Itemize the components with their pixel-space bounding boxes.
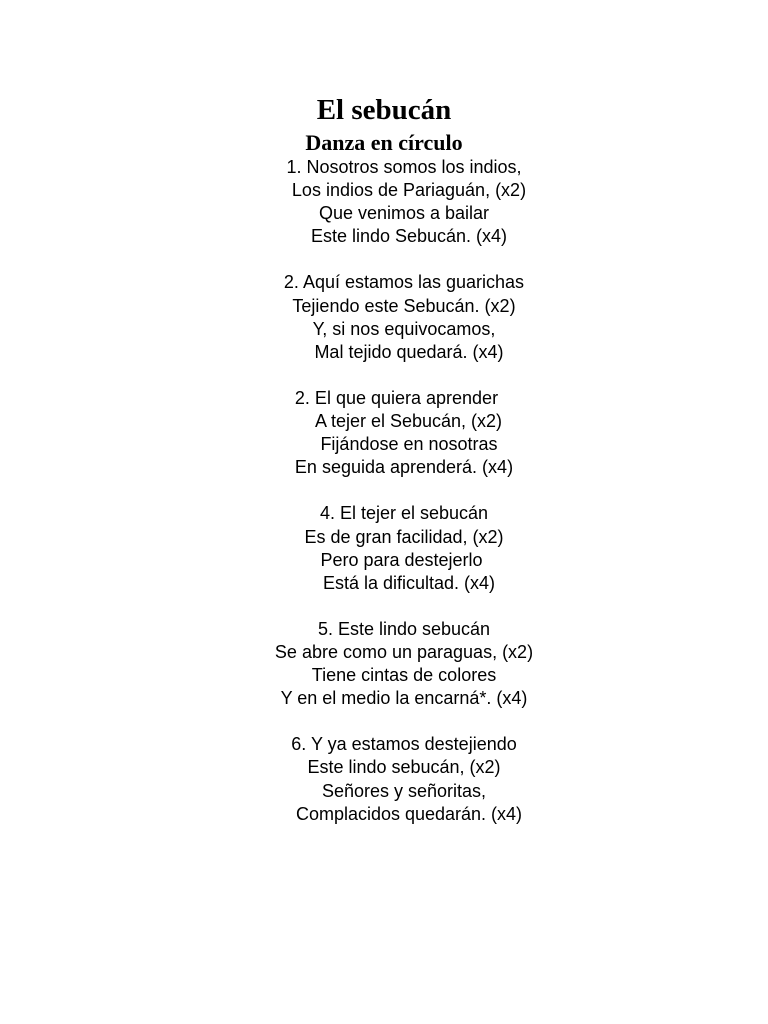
stanza-line: Y en el medio la encarná*. (x4) <box>280 688 528 709</box>
stanza-5 <box>184 618 624 710</box>
stanza-line: A tejer el Sebucán, (x2) <box>305 411 503 432</box>
stanza-line: Está la dificultad. (x4) <box>312 572 496 593</box>
stanza-line: 1. Nosotros somos los indios, <box>286 157 522 177</box>
stanza-3 <box>184 387 624 479</box>
stanza-line: Este lindo Sebucán. (x4) <box>300 226 508 247</box>
stanza-line: Este lindo sebucán, (x2) <box>307 757 501 778</box>
stanza-line: Fijándose en nosotras <box>310 434 498 455</box>
stanza-line: Que venimos a bailar <box>318 203 490 224</box>
stanza-line: En seguida aprenderá. (x4) <box>294 457 514 478</box>
stanza-line: 2. El que quiera aprender <box>294 387 514 408</box>
stanza-line: Es de gran facilidad, (x2) <box>304 526 504 547</box>
stanza-line: Tejiendo este Sebucán. (x2) <box>292 295 516 316</box>
stanza-line: Los indios de Pariaguán, (x2) <box>281 180 527 201</box>
stanza-line: Se abre como un paraguas, (x2) <box>274 641 534 662</box>
stanza-line: 6. Y ya estamos destejiendo <box>291 734 517 755</box>
stanza-line: Señores y señoritas, <box>321 780 487 801</box>
stanza-line: 4. El tejer el sebucán <box>319 503 489 524</box>
stanza-line: 5. Este lindo sebucán <box>317 618 491 639</box>
stanza-line: Pero para destejerlo <box>320 549 488 570</box>
stanza-line: Complacidos quedarán. (x4) <box>285 803 523 824</box>
stanza-line: Mal tejido quedará. (x4) <box>304 341 504 362</box>
stanza-2 <box>184 271 624 363</box>
stanza-line: Y, si nos equivocamos, <box>312 318 496 339</box>
stanza-line: 2. Aquí estamos las guarichas <box>283 272 525 293</box>
stanza-1 <box>184 156 624 248</box>
lyrics-body <box>184 156 624 849</box>
page-title: El sebucán <box>316 94 452 126</box>
stanza-6 <box>184 733 624 825</box>
stanza-4 <box>184 502 624 594</box>
stanza-line: Tiene cintas de colores <box>311 665 497 686</box>
page-subtitle: Danza en círculo <box>305 130 463 155</box>
